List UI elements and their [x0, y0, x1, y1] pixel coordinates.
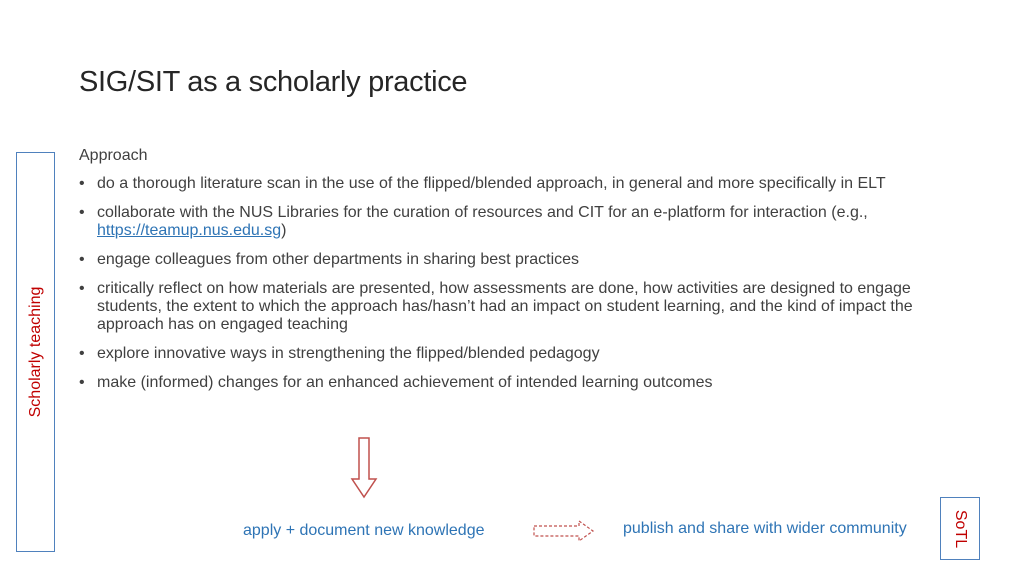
bullet-text: critically reflect on how materials are presented, how assessments are done, how activities are designed to engage students, the extent to which the approach has/hasn’t had an impact on student learning, and the kind of impact the approach has on engaged teaching — [97, 280, 913, 333]
apply-document-text: apply + document new knowledge — [243, 522, 485, 539]
publish-share-text: publish and share with wider community — [623, 520, 907, 537]
bullet-text: collaborate with the NUS Libraries for the curation of resources and CIT for an e-platform for interaction (e.g., — [97, 204, 868, 221]
bullet-text: ) — [281, 222, 287, 239]
bullet-item — [79, 345, 959, 363]
bullet-text: make (informed) changes for an enhanced achievement of intended learning outcomes — [97, 374, 713, 391]
scholarly-teaching-box — [16, 152, 55, 552]
bullet-item — [79, 175, 959, 193]
right-arrow-icon — [533, 519, 595, 543]
content-body — [79, 147, 959, 403]
sotl-label: SoTL — [952, 509, 969, 548]
bullet-text: engage colleagues from other departments in sharing best practices — [97, 251, 580, 268]
bullet-item — [79, 204, 959, 240]
bullet-item — [79, 280, 959, 334]
bullet-text: do a thorough literature scan in the use of the flipped/blended approach, in general and more specifically in ELT — [97, 175, 886, 192]
scholarly-teaching-label: Scholarly teaching — [26, 286, 44, 418]
bullet-text: explore innovative ways in strengthening the flipped/blended pedagogy — [97, 345, 600, 362]
sotl-box — [940, 497, 980, 560]
bullet-item — [79, 374, 959, 392]
approach-heading: Approach — [79, 147, 148, 164]
slide-title: SIG/SIT as a scholarly practice — [79, 66, 468, 98]
down-arrow-icon — [350, 437, 378, 499]
teamup-link[interactable]: https://teamup.nus.edu.sg — [97, 222, 282, 239]
bullet-item — [79, 251, 959, 269]
approach-bullet-list — [79, 175, 959, 392]
